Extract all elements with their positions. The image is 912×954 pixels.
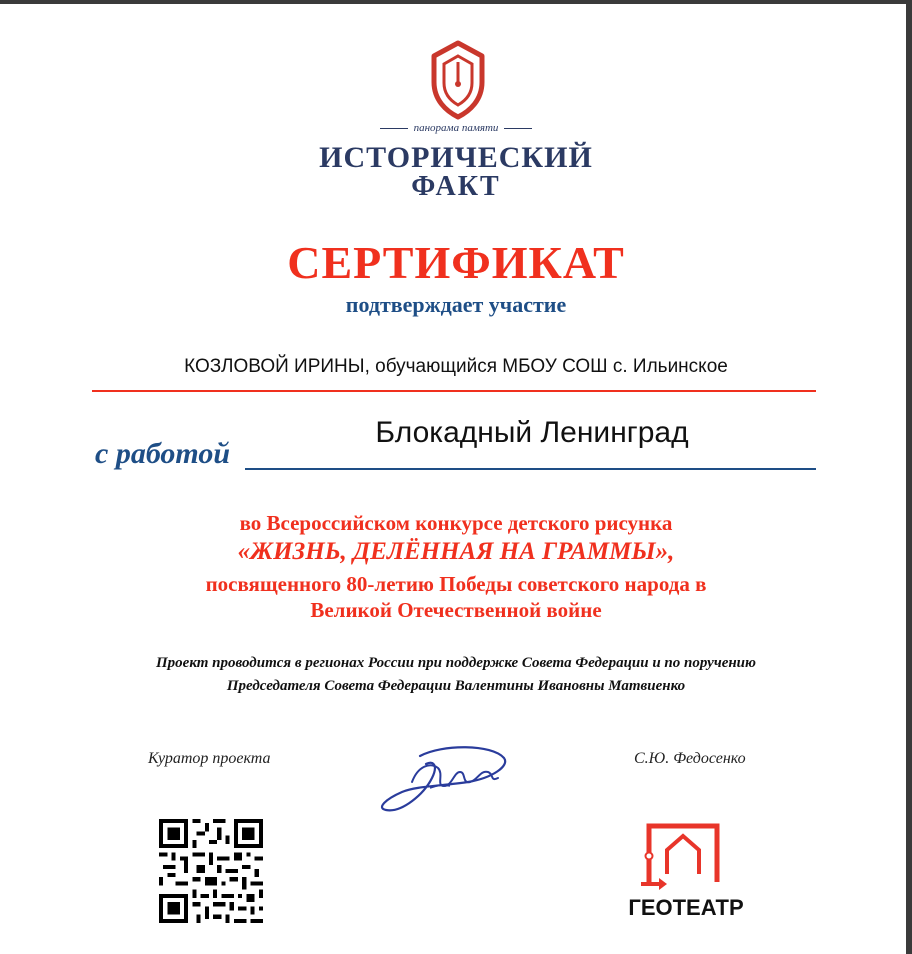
logo-tagline-text: панорама памяти xyxy=(413,122,499,134)
logo-tagline xyxy=(0,122,912,134)
certificate-subtitle: подтверждает участие xyxy=(345,292,567,317)
qr-code xyxy=(159,819,263,923)
shield-logo-icon xyxy=(428,40,488,120)
project-note-line-2: Председателя Совета Федерации Валентины Ивановны Матвиенко xyxy=(226,678,686,694)
handwritten-signature xyxy=(372,736,512,816)
competition-name: «ЖИЗНЬ, ДЕЛЁННАЯ НА ГРАММЫ», xyxy=(237,538,675,565)
recipient-name: КОЗЛОВОЙ ИРИНЫ, обучающийся МБОУ СОШ с. Ильинское xyxy=(184,356,728,377)
brand-name-line2: ФАКТ xyxy=(411,171,501,202)
work-title: Блокадный Ленинград xyxy=(375,416,689,449)
project-note-line-1: Проект проводится в регионах России при поддержке Совета Федерации и по поручению xyxy=(156,655,756,671)
certificate-title: СЕРТИФИКАТ xyxy=(287,237,625,288)
work-underline xyxy=(245,468,816,470)
geoteatr-logo-icon xyxy=(637,820,727,892)
competition-line-1: во Всероссийском конкурсе детского рисунка xyxy=(239,511,673,535)
competition-line-3: посвященного 80-летию Победы советского народа в xyxy=(205,572,707,596)
competition-line-4: Великой Отечественной войне xyxy=(310,598,602,622)
curator-label: Куратор проекта xyxy=(148,750,271,767)
window-top-border xyxy=(0,0,912,4)
recipient-underline xyxy=(92,390,816,392)
brand-name-line1: ИСТОРИЧЕСКИЙ xyxy=(319,141,593,174)
signer-name: С.Ю. Федосенко xyxy=(634,750,746,767)
work-label: с работой xyxy=(95,437,231,470)
geoteatr-wordmark: ГЕОТЕАТР xyxy=(628,895,744,920)
